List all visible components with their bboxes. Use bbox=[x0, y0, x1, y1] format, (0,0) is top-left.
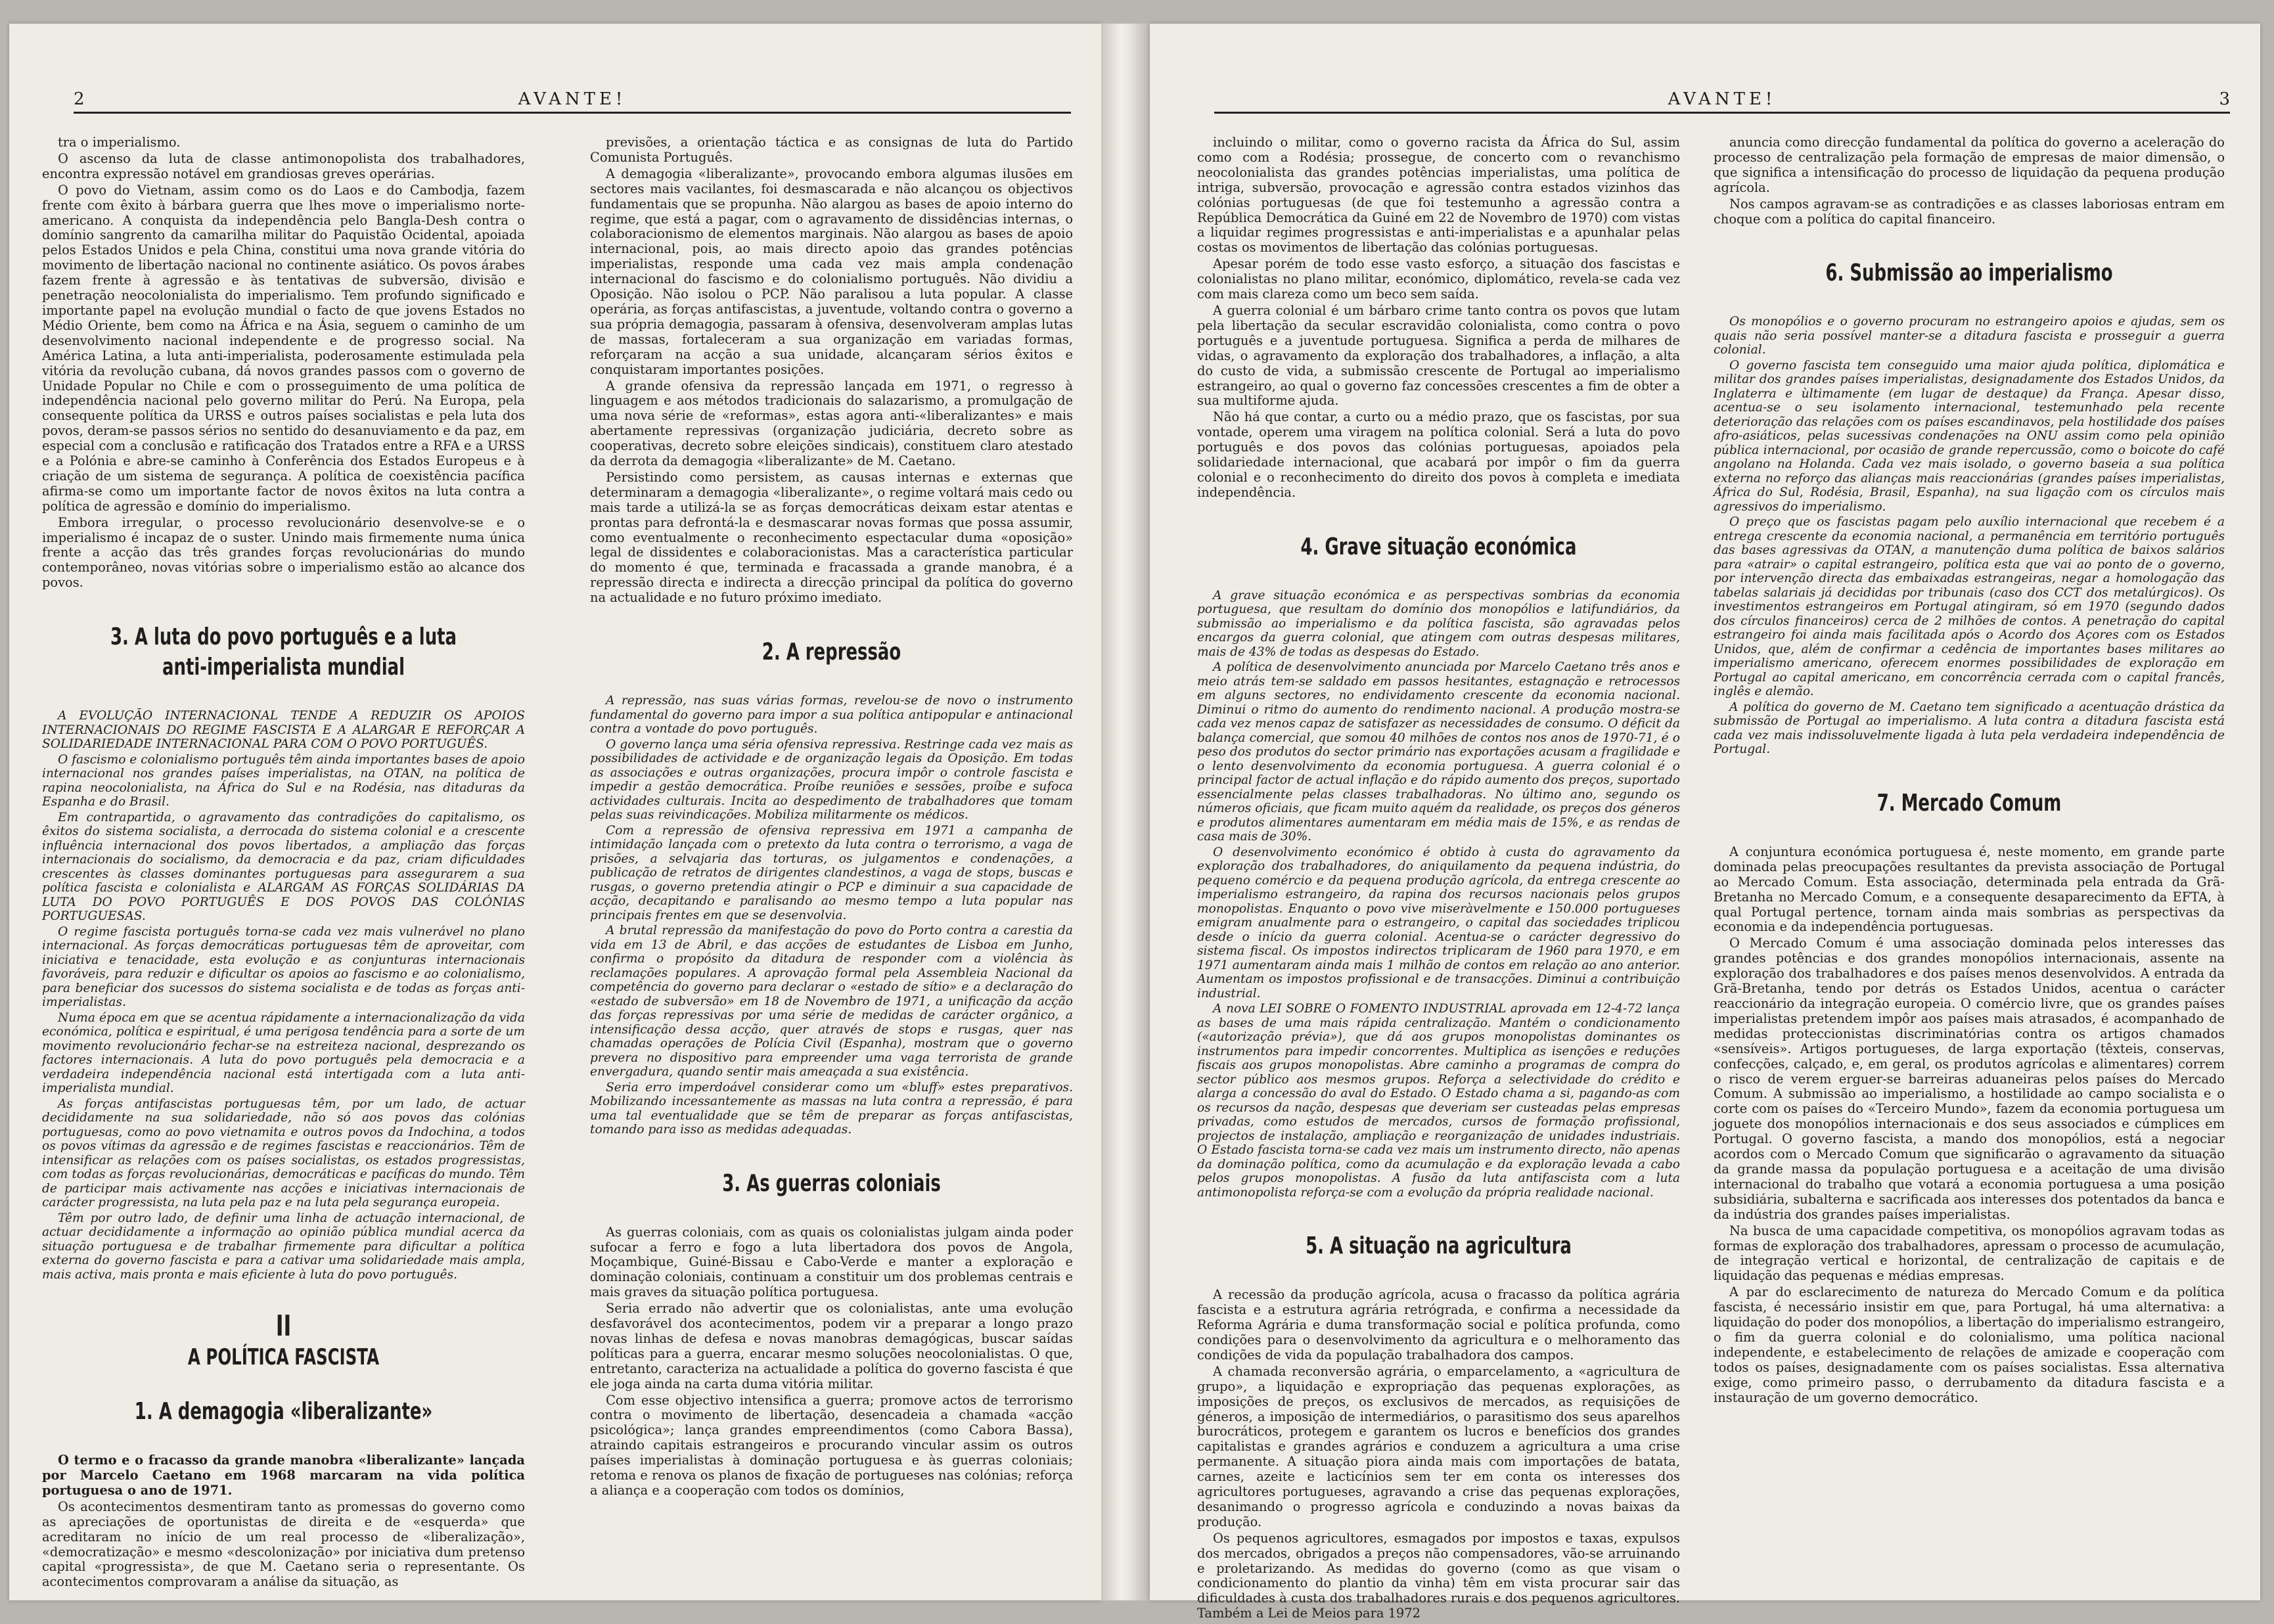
paragraph: Os pequenos agricultores, esmagados por impostos e taxas, expulsos dos mercados, obrigados a preços não compensadores, vão-se arruinando e proletarizando. As medidas do governo (como as que visam o condicionamento do plantio da vinha) têm em vista procurar sair das dificuldades à custa dos trabalhadores rurais e dos pequenos agricultores. Também a Lei de Meios para 1972 bbox=[1197, 1530, 1680, 1621]
italic-paragraph: Numa época em que se acentua rápidamente a internacionalização da vida económica, política e espiritual, é uma perigosa tendência para a sorte de um movimento revolucionário fechar-se na estreiteza nacional, desprezando os factores internacionais. A luta do povo português pela democracia e a verdadeira independência nacional está intertigada com a luta anti-imperialista mundial. bbox=[42, 1010, 525, 1096]
paragraph: anuncia como direcção fundamental da política do governo a aceleração do processo de centralização pela formação de empresas de maior dimensão, o que significa a intensificação do processo de liquidação da pequena produção agrícola. bbox=[1714, 135, 2225, 195]
paragraph: A demagogia «liberalizante», provocando embora algumas ilusões em sectores mais vacilantes, foi desmascarada e não alcançou os objectivos fundamentais que se propunha. Não alargou as bases de apoio interno do regime, que está a pagar, com o agravamento de dissidências internas, o colaboracionismo de elementos marginais. Não alargou as bases de apoio internacional, pois, ao mais directo apoio das grandes potências imperialistas, responde uma cada vez mais ampla condenação internacional do fascismo e do colonialismo português. Não dividiu a Oposição. Não isolou o PCP. Não paralisou a luta popular. A classe operária, as forças antifascistas, a juventude, voltando contra o governo a sua própria demagogia, passaram à ofensiva, desenvolveram amplas lutas de massas, fortaleceram a sua organização em variadas formas, reforçaram na acção a sua unidade, alcançaram sérios êxitos e conquistaram importantes posições. bbox=[590, 166, 1073, 377]
paragraph: O ascenso da luta de classe antimonopolista dos trabalhadores, encontra expressão notável em grandiosas greves operárias. bbox=[42, 150, 525, 181]
italic-paragraph: Os monopólios e o governo procuram no estrangeiro apoios e ajudas, sem os quais não seria possível manter-se a ditadura fascista e prosseguir a guerra colonial. bbox=[1714, 315, 2225, 357]
column-right-1 bbox=[1197, 135, 1680, 1623]
italic-paragraph: O governo lança uma séria ofensiva repressiva. Restringe cada vez mais as possibilidades de actividade e de organização legais da Oposição. Em todas as associações e outras organizações, procura impôr o controle fascista e impedir a gestão democrática. Proíbe reuniões e sessões, proíbe e sufoca actividades culturais. Incita ao despedimento de trabalhadores que tomam pelas suas reivindicações. Mobiliza militarmente os médicos. bbox=[590, 737, 1073, 823]
paragraph: incluindo o militar, como o governo racista da África do Sul, assim como com a Rodésia; prossegue, de concerto com o revanchismo neocolonialista das grandes potências imperialistas, uma política de intriga, subversão, provocação e agressão contra estados vizinhos das colónias portuguesas (de que foi testemunho a agressão contra a República Democrática da Guiné em 22 de Novembro de 1970) com vistas a liquidar regimes progressistas e anti-imperialistas e a apunhalar pelas costas os movimentos de libertação das colónias portuguesas. bbox=[1197, 135, 1680, 256]
italic-paragraph: Em contrapartida, o agravamento das contradições do capitalismo, os êxitos do sistema socialista, a derrocada do sistema colonial e a crescente influência internacional dos povos libertados, a ampliação das forças internacionais do socialismo, da democracia e da paz, criam dificuldades crescentes às classes dominantes portuguesas para assegurarem a sua política fascista e colonialista e ALARGAM AS FORÇAS SOLIDÁRIAS DA LUTA DO POVO PORTUGUÊS E DOS POVOS DAS COLÓNIAS PORTUGUESAS. bbox=[42, 810, 525, 924]
left-page bbox=[9, 24, 1101, 1600]
paragraph: A conjuntura económica portuguesa é, neste momento, em grande parte dominada pelas preocupações resultantes da prevista associação de Portugal ao Mercado Comum. Esta associação, determinada pela entrada da Grã-Bretanha no Mercado Comum, e a consequente desaparecimento da EFTA, à qual Portugal pertence, tornam ainda mais sombrias as perspectivas da economia e da independência portuguesas. bbox=[1714, 844, 2225, 935]
paragraph: Com esse objectivo intensifica a guerra; promove actos de terrorismo contra o movimento de libertação, desencadeia a chamada «acção psicológica»; lança grandes empreendimentos (como Cabora Bassa), atraindo capitais estrangeiros e procurando vincular assim os outros países imperialistas à dominação portuguesa e às guerras coloniais; retoma e renova os planos de fixação de portugueses nas colónias; reforça a aliança e a cooperação com todos os domínios, bbox=[590, 1392, 1073, 1498]
italic-paragraph: O regime fascista português torna-se cada vez mais vulnerável no plano internacional. As forças democráticas portuguesas têm de aproveitar, com iniciativa e tenacidade, esta evolução e as conjunturas internacionais favoráveis, para reduzir e dificultar os apoios ao fascismo e ao colonialismo, para beneficiar dos sucessos do sistema socialista e de todas as forças anti-imperialistas. bbox=[42, 924, 525, 1010]
section-heading: 7. Mercado Comum bbox=[1876, 789, 2062, 817]
italic-paragraph: A EVOLUÇÃO INTERNACIONAL TENDE A REDUZIR OS APOIOS INTERNACIONAIS DO REGIME FASCISTA E A ALARGAR E REFORÇAR A SOLIDARIEDADE INTERNACIONAL PARA COM O POVO PORTUGUÊS. bbox=[42, 709, 525, 752]
section-heading: 5. A situação na agricultura bbox=[1306, 1232, 1572, 1260]
paragraph: As guerras coloniais, com as quais os colonialistas julgam ainda poder sufocar a ferro e fogo a luta libertadora dos povos de Angola, Moçambique, Guiné-Bissau e Cabo-Verde e manter a exploração e dominação coloniais, continuam a constituir um dos problemas centrais e mais graves da situação política portuguesa. bbox=[590, 1224, 1073, 1300]
paragraph: Apesar porém de todo esse vasto esforço, a situação dos fascistas e colonialistas no plano militar, económico, diplomático, revela-se cada vez com mais clareza como um beco sem saída. bbox=[1197, 256, 1680, 302]
paragraph: Seria errado não advertir que os colonialistas, ante uma evolução desfavorável dos acontecimentos, podem vir a preparar a longo prazo novas linhas de defesa e novas manobras demagógicas, buscar saídas políticas para a guerra, encarar mesmo soluções neocolonialistas. O que, entretanto, caracteriza na actualidade a política do governo fascista é que ele joga ainda na carta duma vitória militar. bbox=[590, 1301, 1073, 1391]
paragraph: O Mercado Comum é uma associação dominada pelos interesses das grandes potências e dos grandes monopólios internacionais, assente na exploração dos trabalhadores e dos países menos desenvolvidos. A entrada da Grã-Bretanha, tendo por detrás os Estados Unidos, acentua o carácter reaccionário da integração europeia. O comércio livre, que os grandes países imperialistas pretendem impôr aos países mais atrasados, é acompanhado de medidas proteccionistas discriminatórias contra os artigos chamados «sensíveis». Artigos portugueses, de larga exportação (têxteis, conservas, confecções, calçado, e, em geral, os produtos agrícolas e alimentares) correm o risco de verem erguer-se barreiras aduaneiras pelos países do Mercado Comum. A submissão ao imperialismo, a hostilidade ao campo socialista e o corte com os países do «Terceiro Mundo», fazem da economia portuguesa um joguete dos monopólios internacionais e dos seus associados e cúmplices em Portugal. O governo fascista, a mando dos monopólios, está a negociar acordos com o Mercado Comum que significarão o agravamento da situação da grande massa da população portuguesa e a aceitação de uma divisão internacional do trabalho que votará a economia portuguesa a uma posição subsidiária, subalterna e sacrificada aos interesses dos potentados da banca e da indústria dos grandes países imperialistas. bbox=[1714, 936, 2225, 1222]
page-number: 2 bbox=[74, 89, 85, 109]
italic-paragraph: O governo fascista tem conseguido uma maior ajuda política, diplomática e militar dos grandes países imperialistas, designadamente dos Estados Unidos, da Inglaterra e ùltimamente (em lugar de destaque) da França. Apesar disso, acentua-se o seu isolamento internacional, testemunhado pela recente deterioração das relações com os países escandinavos, pela hostilidade dos países afro-asiáticos, pelas sucessivas condenações na ONU assim como pela opinião pública internacional, por ocasião de grande repercussão, como o boicote do café angolano na Holanda. Cada vez mais isolado, o governo baseia a sua política externa no reforço das alianças mais reaccionárias (grandes países imperialistas, África do Sul, Rodésia, Brasil, Espanha), na sua ligação com os círculos mais agressivos do imperialismo. bbox=[1714, 358, 2225, 514]
masthead: AVANTE! bbox=[1668, 89, 1777, 109]
italic-paragraph: Com a repressão de ofensiva repressiva em 1971 a campanha de intimidação lançada com o pretexto da luta contra o terrorismo, a vaga de prisões, a selvajaria das torturas, os julgamentos e condenações, a publicação de retratos de dirigentes clandestinos, a vaga de stops, buscas e rusgas, o governo pretendia atingir o PCP e diminuir a sua capacidade de acção, decapitando e paralisando ao mesmo tempo a luta popular nas principais frentes em que se desenvolvia. bbox=[590, 823, 1073, 922]
paragraph: Os acontecimentos desmentiram tanto as promessas do governo como as apreciações de oportunistas de direita e de «esquerda» que acreditaram no início de um real processo de «liberalização», «democratização» e mesmo «descolonização» por iniciativa dum pretenso capital «progressista», de que M. Caetano seria o representante. Os acontecimentos comprovaram a análise da situação, as bbox=[42, 1499, 525, 1590]
italic-paragraph: O preço que os fascistas pagam pelo auxílio internacional que recebem é a entrega crescente da economia nacional, a permanência em território português das bases agressivas da OTAN, a manutenção duma política de baixos salários para «atrair» o capital estrangeiro, política esta que vai ao ponto de o governo, por intervenção directa das embaixadas estrangeiras, negar a homologação das tabelas salariais já decididas por tribunais (caso dos CCT dos metalúrgicos). Os investimentos estrangeiros em Portugal atingiram, só em 1970 (segundo dados dos círculos financeiros) cerca de 2 milhões de contos. A penetração do capital estrangeiro foi ainda mais facilitada após o Acordo dos Açores com os Estados Unidos, que, além de confirmar a cedência de importantes bases militares ao imperialismo americano, oferecem enormes possibilidades de exploração em Portugal ao capital americano, em concorrência cerrada com o capital francês, inglês e alemão. bbox=[1714, 515, 2225, 699]
italic-paragraph: Seria erro imperdoável considerar como um «bluff» estes preparativos. Mobilizando incessantemente as massas na luta contra a repressão, é para uma tal eventualidade que se têm de preparar as forças antifascistas, tomando para isso as medidas adequadas. bbox=[590, 1080, 1073, 1137]
masthead: AVANTE! bbox=[518, 89, 627, 109]
page-header bbox=[1214, 84, 2230, 114]
paragraph: A par do esclarecimento de natureza do Mercado Comum e da política fascista, é necessário insistir em que, para Portugal, há uma alternativa: a liquidação do poder dos monopólios, a libertação do imperialismo estrangeiro, o fim da guerra colonial e do colonialismo, uma política nacional independente, e estabelecimento de relações de amizade e cooperação com todos os países, designadamente com os países socialistas. Essa alternativa exige, como primeiro passo, o derrubamento da ditadura fascista e a instauração de um governo democrático. bbox=[1714, 1284, 2225, 1405]
italic-paragraph: A política do governo de M. Caetano tem significado a acentuação drástica da submissão de Portugal ao imperialismo. A luta contra a ditadura fascista está cada vez mais indissoluvelmente ligada à luta pela verdadeira independência de Portugal. bbox=[1714, 700, 2225, 757]
section-heading: 2. A repressão bbox=[762, 639, 901, 666]
right-page bbox=[1150, 24, 2260, 1621]
section-heading: 3. A luta do povo português e a luta anti-imperialista mundial bbox=[110, 623, 457, 681]
column-right-2 bbox=[1714, 135, 2225, 1407]
paragraph: A chamada reconversão agrária, o emparcelamento, a «agricultura de grupo», a liquidação e expropriação das pequenas explorações, as imposições de preços, os exclusivos de mercados, as requisições de géneros, a imposição de intermediários, o parasitismo dos seus aparelhos burocráticos, protegem e garantem os lucros e benefícios dos grandes capitalistas e grandes agrários e conduzem a agricultura a uma crise permanente. A situação piora ainda mais com importações de batata, carnes, azeite e lacticínios sem ter em conta os interesses dos agricultores portugueses, agravando a crise das pequenas explorações, desanimando o progresso agrícola e conduzindo a novas baixas da produção. bbox=[1197, 1363, 1680, 1529]
italic-paragraph: O desenvolvimento económico é obtido à custa do agravamento da exploração dos trabalhadores, do aniquilamento da pequena indústria, do pequeno comércio e da pequena produção agrícola, da entrega crescente ao imperialismo estrangeiro, da rapina dos recursos nacionais pelos grupos monopolistas. Enquanto o povo vive miseràvelmente e 150.000 portugueses emigram anualmente para o estrangeiro, o capital das sociedades triplicou desde o início da guerra colonial. Acentua-se o carácter degressivo do sistema fiscal. Os impostos indirectos triplicaram de 1960 para 1970, e em 1971 aumentaram ainda mais 1 milhão de contos em relação ao ano anterior. Aumentam os impostos profissional e de transacções. Diminui a contribuição industrial. bbox=[1197, 845, 1680, 1001]
page-fold bbox=[1101, 24, 1150, 1600]
italic-paragraph: A política de desenvolvimento anunciada por Marcelo Caetano três anos e meio atrás tem-se saldado em passos hesitantes, estagnação e retrocessos em alguns sectores, no endividamento crescente da economia nacional. Diminui o ritmo do aumento do rendimento nacional. A produção mostra-se cada vez menos capaz de satisfazer as necessidades de consumo. O déficit da balança comercial, que somou 40 milhões de contos nos anos de 1970-71, é o peso dos produtos do sector primário nas exportações acusam a fragilidade e o lento desenvolvimento da economia portuguesa. A guerra colonial é o principal factor de actual inflação e do rápido aumento dos preços, suportado essencialmente pelas classes trabalhadoras. No último ano, segundo os números oficiais, que ficam muito aquém da realidade, os preços dos géneros e produtos alimentares aumentaram em média mais de 15%, e as rendas de casa mais de 30%. bbox=[1197, 660, 1680, 844]
column-left-1 bbox=[42, 135, 525, 1591]
paragraph: A recessão da produção agrícola, acusa o fracasso da política agrária fascista e a estrutura agrária retrógrada, e confirma a necessidade da Reforma Agrária e duma transformação social e política profunda, como condições para o desenvolvimento da agricultura e o melhoramento das condições de vida da população trabalhadora dos campos. bbox=[1197, 1287, 1680, 1363]
paragraph: Não há que contar, a curto ou a médio prazo, que os fascistas, por sua vontade, operem uma viragem na política colonial. Será a luta do povo português e dos povos das colónias portuguesas, apoiados pela solidariedade internacional, que acabará por impôr o fim da guerra colonial e o reconhecimento do direito dos povos à completa e imediata independência. bbox=[1197, 409, 1680, 500]
page-header bbox=[74, 84, 1071, 114]
paragraph: Embora irregular, o processo revolucionário desenvolve-se e o imperialismo é incapaz de o suster. Unindo mais firmemente numa única frente a acção das três grandes forças revolucionárias do mundo contemporâneo, novas vitórias sobre o imperialismo estão ao alcance dos povos. bbox=[42, 514, 525, 591]
italic-paragraph: As forças antifascistas portuguesas têm, por um lado, de actuar decididamente na sua solidariedade, não só aos povos das colónias portuguesas, como ao povo vietnamita e outros povos da Indochina, a todos os povos vítimas da agressão e de regimes fascistas e reaccionários. Têm de intensificar as relações com os países socialistas, os estados progressistas, com todas as forças revolucionárias, democráticas e pacíficas do mundo. Têm de participar mais activamente nas acções e iniciativas internacionais de carácter progressista, na luta pela paz e na luta pela segurança europeia. bbox=[42, 1096, 525, 1210]
paragraph: A guerra colonial é um bárbaro crime tanto contra os povos que lutam pela libertação da secular escravidão colonialista, como contra o povo português e a juventude portuguesa. Significa a perda de milhares de vidas, o agravamento da exploração dos trabalhadores, a inflação, a alta do custo de vida, a submissão crescente de Portugal ao imperialismo estrangeiro, ao qual o governo faz concessões crescentes a fim de obter a sua multiforme ajuda. bbox=[1197, 302, 1680, 409]
part-title: A POLÍTICA FASCISTA bbox=[187, 1344, 380, 1371]
page-number: 3 bbox=[2219, 89, 2230, 109]
paragraph: A grande ofensiva da repressão lançada em 1971, o regresso à linguagem e aos métodos tradicionais do salazarismo, a promulgação de uma nova série de «reformas», estas agora anti-«liberalizantes» e mais abertamente repressivas (organização judiciária, decreto sobre as cooperativas, decreto sobre eleições sindicais), constituem claro atestado da derrota da demagogia «liberalizante» de M. Caetano. bbox=[590, 378, 1073, 469]
italic-paragraph: A brutal repressão da manifestação do povo do Porto contra a carestia da vida em 13 de Abril, e das acções de estudantes de Lisboa em Junho, confirma o propósito da ditadura de responder com a violência às reclamações populares. A aprovação formal pela Assembleia Nacional da competência do governo para declarar o «estado de sítio» e a declaração do «estado de subversão» em 18 de Novembro de 1971, a unificação da acção das forças repressivas por uma série de medidas de carácter orgânico, a intensificação dessa acção, quer através de stops e rusgas, quer nas chamadas operações de Polícia Civil (Espanha), mostram que o governo prevera no dispositivo para empreender uma vaga terrorista de grande envergadura, quando sentir mais ameaçada a sua existência. bbox=[590, 924, 1073, 1079]
section-heading: 3. As guerras coloniais bbox=[722, 1169, 941, 1197]
paragraph: Na busca de uma capacidade competitiva, os monopólios agravam todas as formas de exploração dos trabalhadores, apressam o processo de acumulação, de integração vertical e horizontal, de centralização de capitais e de liquidação das pequenas e médias empresas. bbox=[1714, 1223, 2225, 1284]
section-heading: 6. Submissão ao imperialismo bbox=[1825, 259, 2113, 287]
paragraph: O povo do Vietnam, assim como os do Laos e do Cambodja, fazem frente com êxito à bárbara guerra que lhes move o imperialismo norte-americano. A conquista da independência pelo Bangla-Desh contra o domínio sangrento da camarilha militar do Paquistão Ocidental, apoiada pelos Estados Unidos e pela China, constitui uma nova grande vitória do movimento de libertação nacional no continente asiático. Os povos árabes fazem frente à agressão e às tentativas de subversão, divisão e penetração neocolonialista do imperialismo. Tem profundo significado e importante papel na evolução mundial o facto de que jovens Estados no Médio Oriente, bem como na África e na Ásia, seguem o caminho de um desenvolvimento nacional independente e de progresso social. Na América Latina, a luta anti-imperialista, poderosamente estimulada pela vitória da revolução cubana, dá novos grandes passos com o governo de Unidade Popular no Chile e com o prosseguimento de uma política de independência nacional pelo governo militar do Perú. Na Europa, pela consequente política da URSS e outros países socialistas e pela luta dos povos, deram-se passos sérios no sentido do desanuviamento e da paz, em especial com a conclusão e ratificação dos Tratados entre a RFA e a URSS e a Polónia e abre-se caminho à Conferência dos Estados Europeus e à criação de um sistema de segurança. A política de coexistência pacífica afirma-se como um importante factor de novos êxitos na luta contra a política de agressão e domínio do imperialismo. bbox=[42, 182, 525, 514]
lead-paragraph: O termo e o fracasso da grande manobra «liberalizante» lançada por Marcelo Caetano em 1968 marcaram na vida política portuguesa o ano de 1971. bbox=[42, 1453, 525, 1498]
italic-paragraph: Têm por outro lado, de definir uma linha de actuação internacional, de actuar decididamente a informação ao opinião pública mundial acerca da situação portuguesa e de trabalhar firmemente para dificultar a política externa do governo fascista e para a cativar uma solidariedade mais ampla, mais activa, mais pronta e mais eficiente à luta do povo português. bbox=[42, 1211, 525, 1282]
paragraph: Persistindo como persistem, as causas internas e externas que determinaram a demagogia «liberalizante», o regime voltará mais cedo ou mais tarde a utilizá-la se as forças democráticas deixam estar atentas e prontas para defrontá-la e desmascarar novas formas que possa assumir, como eventualmente o reconhecimento espectacular duma «oposição» legal de dissidentes e colaboracionistas. Mas a característica particular do momento é que, terminada e fracassada a grande manobra, é a repressão directa e indirecta a direcção principal da política do governo na actualidade e no futuro próximo imediato. bbox=[590, 469, 1073, 606]
italic-paragraph: A grave situação económica e as perspectivas sombrias da economia portuguesa, que resultam do domínio dos monopólios e latifundiários, da submissão ao imperialismo e da política fascista, são agravadas pelos encargos da guerra colonial, que atingem com outras despesas militares, mais de 43% de todas as despesas do Estado. bbox=[1197, 588, 1680, 659]
paragraph: tra o imperialismo. bbox=[58, 135, 181, 150]
column-left-2 bbox=[590, 135, 1073, 1500]
italic-paragraph: A repressão, nas suas várias formas, revelou-se de novo o instrumento fundamental do governo para impor a sua política antipopular e antinacional contra a vontade do povo português. bbox=[590, 694, 1073, 736]
paragraph: Nos campos agravam-se as contradições e as classes laboriosas entram em choque com a política do capital financeiro. bbox=[1714, 196, 2225, 227]
section-heading: 4. Grave situação económica bbox=[1300, 533, 1577, 560]
section-heading: 1. A demagogia «liberalizante» bbox=[134, 1398, 433, 1426]
part-number: II bbox=[275, 1309, 292, 1343]
paragraph: previsões, a orientação táctica e as consignas de luta do Partido Comunista Português. bbox=[590, 135, 1073, 165]
italic-paragraph: A nova LEI SOBRE O FOMENTO INDUSTRIAL aprovada em 12-4-72 lança as bases de uma mais rápida centralização. Mantém o condicionamento («autorização prévia»), que dá aos grupos monopolistas dominantes os instrumentos para impedir concorrentes. Multiplica as isenções e reduções fiscais aos grupos monopolistas. Abre caminho a programas de compra do sector público aos mesmos grupos. Reforça a selectividade do crédito e alarga a concessão do aval do Estado. O Estado chama a si, pagando-as com os recursos da nação, despesas que deveriam ser custeadas pelas empresas privadas, como estudos de mercados, cursos de formação profissional, projectos de instalação, ampliação e reorganização de unidades industriais. O Estado fascista torna-se cada vez mais um instrumento directo, não apenas da dominação política, como da acumulação e da exploração levada a cabo pelos grupos monopolistas. A fusão da luta antifascista com a luta antimonopolista reforça-se com a evolução da própria realidade nacional. bbox=[1197, 1002, 1680, 1200]
italic-paragraph: O fascismo e colonialismo português têm ainda importantes bases de apoio internacional nos grandes países imperialistas, na OTAN, na política de rapina neocolonialista, na África do Sul e na Rodésia, nas ditaduras da Espanha e do Brasil. bbox=[42, 752, 525, 809]
